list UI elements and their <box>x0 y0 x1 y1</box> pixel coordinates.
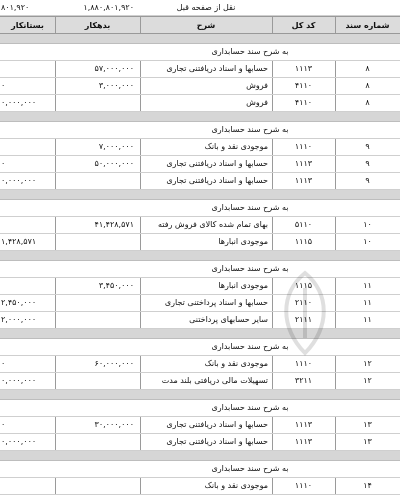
cell-debit: ۶۰,۰۰۰,۰۰۰ <box>94 359 134 368</box>
cell-desc: موجودی انبارها <box>218 281 268 290</box>
section-title: به شرح سند حسابداری <box>211 342 289 351</box>
cell-credit: ۰ <box>1 420 6 429</box>
section-title: به شرح سند حسابداری <box>211 203 289 212</box>
table-header <box>0 16 400 34</box>
table-row <box>0 278 400 295</box>
section-title: به شرح سند حسابداری <box>211 264 289 273</box>
header-credit: بستانکار <box>11 21 44 30</box>
cell-desc: تسهیلات مالی دریافتی بلند مدت <box>161 376 268 385</box>
section-title-row <box>0 461 400 478</box>
table-row <box>0 95 400 112</box>
cell-desc: فروش <box>246 81 268 90</box>
group-separator <box>0 112 400 122</box>
cell-debit <box>55 434 140 450</box>
carry-forward-row <box>0 0 400 16</box>
section-title-row <box>0 122 400 139</box>
table-row <box>0 434 400 451</box>
cell-sanad: ۹ <box>365 159 370 168</box>
cell-sanad: ۱۳ <box>363 420 372 429</box>
cell-code: ۱۱۱۳ <box>294 64 313 73</box>
cell-credit: ۰,۰۰۰,۰۰۰ <box>1 437 37 446</box>
cell-debit: ۳,۴۵۰,۰۰۰ <box>98 281 134 290</box>
cell-debit: ۳۰,۰۰۰,۰۰۰ <box>94 420 134 429</box>
cell-credit <box>0 278 55 294</box>
cell-code: ۱۱۱۰ <box>294 142 313 151</box>
cell-credit <box>0 139 55 155</box>
cell-desc: موجودی انبارها <box>218 237 268 246</box>
section-title: به شرح سند حسابداری <box>211 125 289 134</box>
cell-debit: ۴۱,۴۲۸,۵۷۱ <box>94 220 134 229</box>
cell-desc: بهای تمام شده کالای فروش رفته <box>158 220 268 229</box>
table-row <box>0 417 400 434</box>
cell-debit: ۵۷,۰۰۰,۰۰۰ <box>94 64 134 73</box>
cell-code: ۱۱۱۵ <box>294 237 313 246</box>
cell-desc: موجودی نقد و بانک <box>204 142 268 151</box>
cell-credit: ۰,۰۰۰,۰۰۰ <box>1 98 37 107</box>
cell-code: ۱۱۱۰ <box>294 359 313 368</box>
table-row <box>0 373 400 390</box>
cell-code: ۱۱۱۰ <box>294 481 313 490</box>
section-title: به شرح سند حسابداری <box>211 47 289 56</box>
section-title-row <box>0 200 400 217</box>
cell-desc: حسابها و اسناد پرداختنی تجاری <box>164 298 268 307</box>
cell-sanad: ۱۰ <box>363 220 372 229</box>
header-debit: بدهکار <box>84 21 111 30</box>
group-separator <box>0 190 400 200</box>
table-row <box>0 295 400 312</box>
cell-code: ۱۱۱۳ <box>294 159 313 168</box>
table-row <box>0 61 400 78</box>
section-title-row <box>0 400 400 417</box>
cell-debit <box>55 373 140 389</box>
cell-sanad: ۱۱ <box>363 281 372 290</box>
cell-debit: ۵۰,۰۰۰,۰۰۰ <box>94 159 134 168</box>
cell-credit: ۰,۰۰۰,۰۰۰ <box>1 376 37 385</box>
cell-credit: ۲,۰۰۰,۰۰۰ <box>1 315 37 324</box>
section-title-row <box>0 261 400 278</box>
table-row <box>0 478 400 495</box>
section-title: به شرح سند حسابداری <box>211 464 289 473</box>
cell-sanad: ۱۳ <box>363 437 372 446</box>
cell-credit <box>0 217 55 233</box>
cell-sanad: ۹ <box>365 142 370 151</box>
table-row <box>0 139 400 156</box>
cell-sanad: ۸ <box>365 98 370 107</box>
cell-code: ۴۱۱۰ <box>294 98 313 107</box>
cell-code: ۲۱۱۰ <box>294 298 313 307</box>
section-title-row <box>0 339 400 356</box>
cell-credit: ۰ <box>1 159 6 168</box>
table-row <box>0 356 400 373</box>
cell-debit: ۷,۰۰۰,۰۰۰ <box>98 142 134 151</box>
cell-code: ۲۱۱۱ <box>294 315 313 324</box>
cell-credit <box>0 478 55 494</box>
table-row <box>0 234 400 251</box>
cell-sanad: ۹ <box>365 176 370 185</box>
cell-credit: ۱,۴۲۸,۵۷۱ <box>1 237 37 246</box>
cell-desc: حسابها و اسناد دریافتنی تجاری <box>166 176 268 185</box>
carry-label: نقل از صفحه قبل <box>176 3 236 12</box>
cell-desc: موجودی نقد و بانک <box>204 481 268 490</box>
table-row <box>0 156 400 173</box>
cell-debit: ۳,۰۰۰,۰۰۰ <box>98 81 134 90</box>
cell-credit <box>0 61 55 77</box>
cell-desc: موجودی نقد و بانک <box>204 359 268 368</box>
table-row <box>0 78 400 95</box>
table-row <box>0 173 400 190</box>
cell-debit <box>55 478 140 494</box>
table-row <box>0 312 400 329</box>
cell-sanad: ۱۰ <box>363 237 372 246</box>
cell-sanad: ۸ <box>365 81 370 90</box>
group-separator <box>0 390 400 400</box>
table-row <box>0 217 400 234</box>
cell-code: ۱۱۱۵ <box>294 281 313 290</box>
cell-credit: ۲,۴۵۰,۰۰۰ <box>1 298 37 307</box>
group-separator <box>0 34 400 44</box>
cell-sanad: ۱۲ <box>363 376 372 385</box>
cell-credit: ۰,۰۰۰,۰۰۰ <box>1 176 37 185</box>
cell-code: ۳۲۱۱ <box>294 376 313 385</box>
cell-credit: ۰ <box>1 359 6 368</box>
cell-sanad: ۱۱ <box>363 315 372 324</box>
cell-desc: فروش <box>246 98 268 107</box>
cell-debit <box>55 295 140 311</box>
header-code: کد کل <box>291 21 316 30</box>
carry-credit: ۸۰۱,۹۲۰ <box>1 3 30 12</box>
cell-desc: حسابها و اسناد دریافتنی تجاری <box>166 420 268 429</box>
group-separator <box>0 329 400 339</box>
cell-code: ۱۱۱۳ <box>294 176 313 185</box>
section-title: به شرح سند حسابداری <box>211 403 289 412</box>
cell-desc: سایر حسابهای پرداختنی <box>189 315 268 324</box>
cell-credit: ۰ <box>1 81 6 90</box>
cell-debit <box>55 312 140 328</box>
cell-sanad: ۸ <box>365 64 370 73</box>
cell-sanad: ۱۲ <box>363 359 372 368</box>
cell-code: ۱۱۱۳ <box>294 437 313 446</box>
header-desc: شرح <box>196 21 216 30</box>
group-separator <box>0 451 400 461</box>
cell-desc: حسابها و اسناد دریافتنی تجاری <box>166 159 268 168</box>
cell-sanad: ۱۴ <box>363 481 372 490</box>
group-separator <box>0 251 400 261</box>
cell-code: ۱۱۱۳ <box>294 420 313 429</box>
carry-debit: ۱,۸۸۰,۸۰۱,۹۲۰ <box>83 3 134 12</box>
cell-sanad: ۱۱ <box>363 298 372 307</box>
cell-debit <box>55 95 140 111</box>
cell-debit <box>55 173 140 189</box>
section-title-row <box>0 44 400 61</box>
cell-code: ۵۱۱۰ <box>294 220 313 229</box>
cell-debit <box>55 234 140 250</box>
cell-desc: حسابها و اسناد دریافتنی تجاری <box>166 64 268 73</box>
cell-desc: حسابها و اسناد دریافتنی تجاری <box>166 437 268 446</box>
header-sanad: شماره سند <box>345 21 390 30</box>
cell-code: ۴۱۱۰ <box>294 81 313 90</box>
